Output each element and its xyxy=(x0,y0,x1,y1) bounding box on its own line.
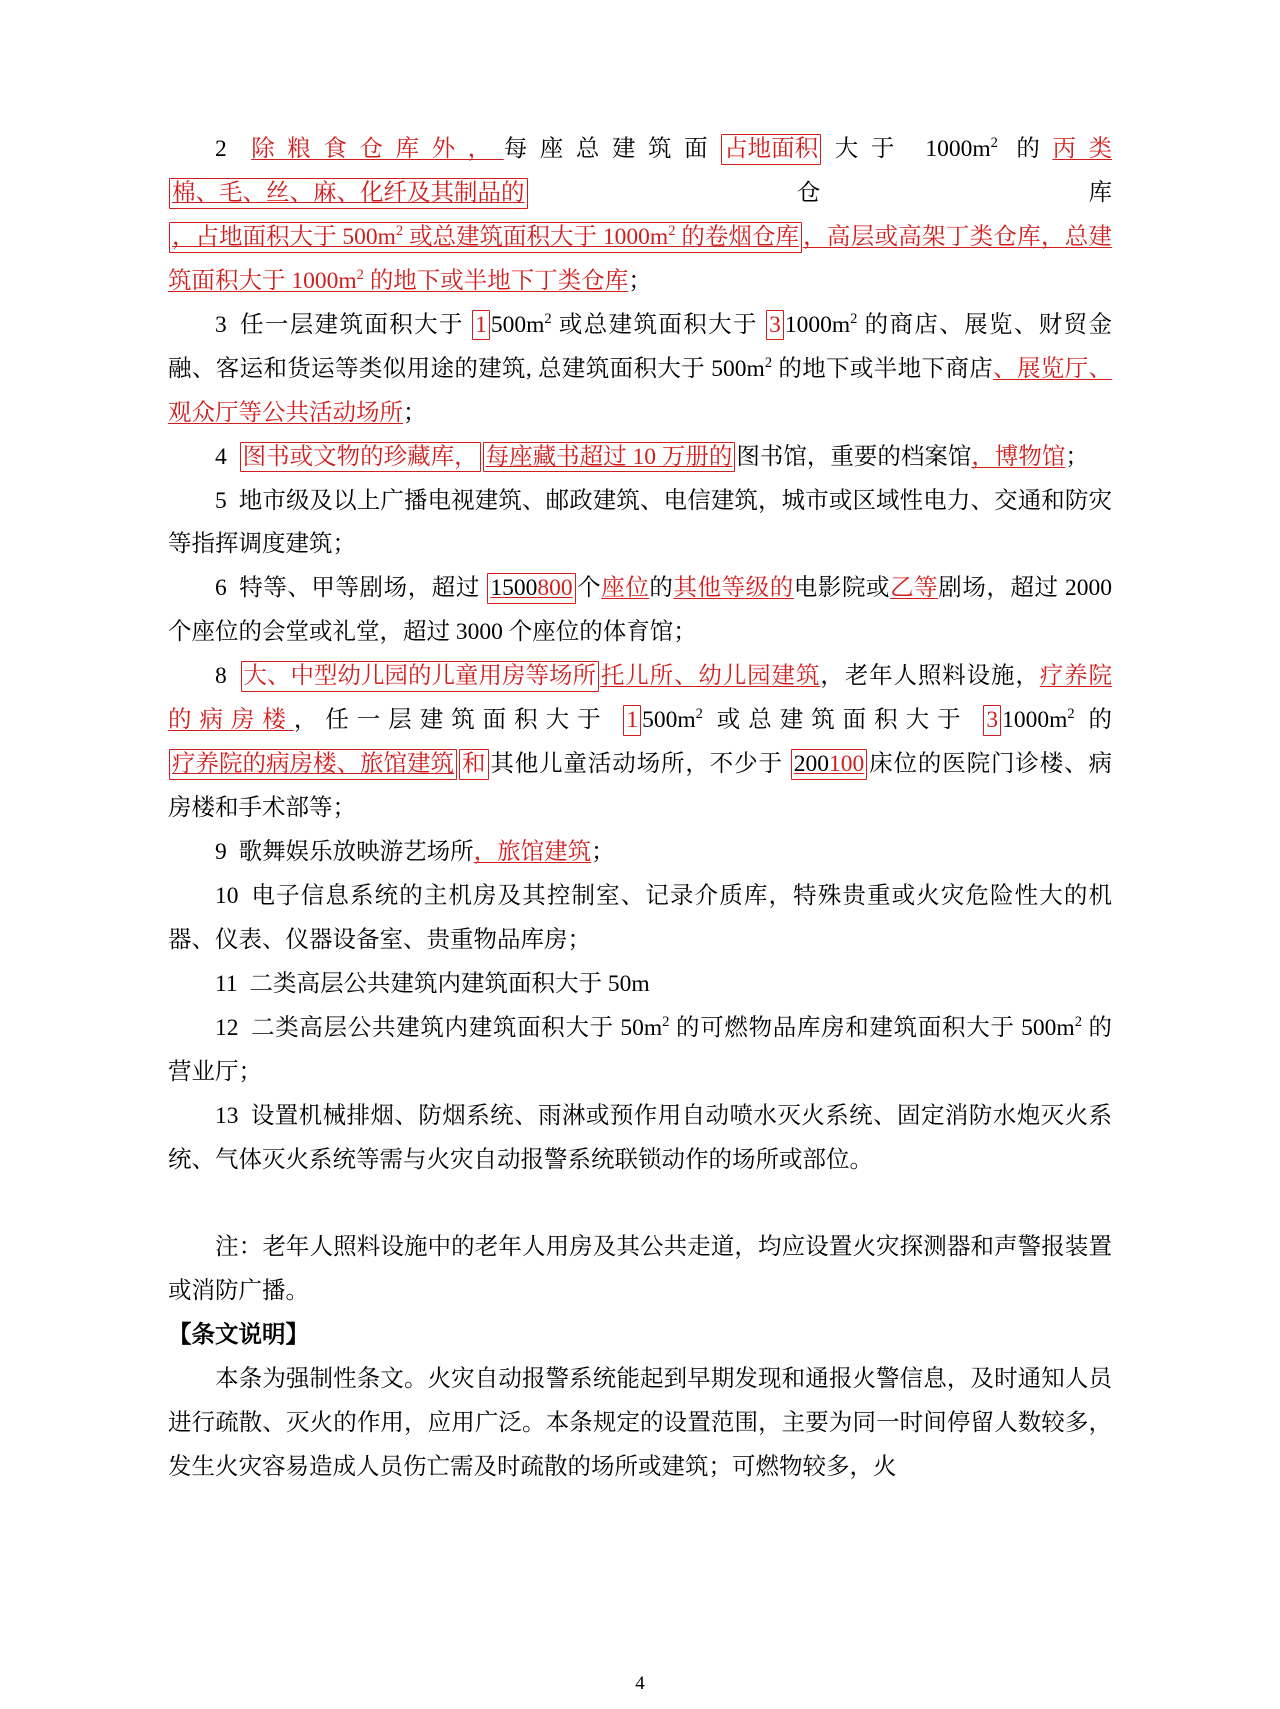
clause-note xyxy=(168,1226,1112,1314)
clause-number: 13 xyxy=(215,1102,239,1129)
static-text: 电影院或 xyxy=(793,575,891,602)
clause-number: 9 xyxy=(215,839,227,865)
document-body xyxy=(168,128,1112,1490)
page-number: 4 xyxy=(635,1673,645,1694)
clause-item-9 xyxy=(168,875,1112,963)
boxed-edit: 1 xyxy=(623,705,641,736)
clause-number: 8 xyxy=(215,663,227,690)
static-text: $500m^2$ 或总建筑面积大于 xyxy=(490,310,766,338)
static-text: ，老年人照料设施， xyxy=(820,663,1040,690)
clause-text: 二类高层公共建筑内建筑面积大于 50m xyxy=(249,970,650,997)
inserted-number: 100 xyxy=(828,751,865,778)
boxed-edit: 每座藏书超过 10 万册的 xyxy=(483,442,736,473)
boxed-edit: 3 xyxy=(766,310,784,341)
static-text: 大于 $1000m^2$ 的 xyxy=(822,135,1053,162)
clause-item-10 xyxy=(168,963,1112,1007)
inserted-text: 托儿所、幼儿园建筑 xyxy=(600,663,821,690)
explanation-heading: 【条文说明】 xyxy=(168,1322,309,1349)
clause-item-7 xyxy=(168,655,1112,831)
clause-item-4 xyxy=(168,436,1112,480)
boxed-edit xyxy=(487,573,575,604)
clause-item-6 xyxy=(168,567,1112,655)
clause-number: 2 xyxy=(215,136,227,162)
clause-item-11 xyxy=(168,1007,1112,1095)
static-text: ，任一层建筑面积大于 xyxy=(293,707,623,734)
clause-text: 地市级及以上广播电视建筑、邮政建筑、电信建筑，城市或区域性电力、交通和防灾等指挥调度建筑； xyxy=(168,487,1113,558)
boxed-edit xyxy=(791,749,868,780)
clause-item-12 xyxy=(168,1095,1112,1183)
boxed-edit: 棉、毛、丝、麻、化纤及其制品的 xyxy=(169,178,528,209)
note-text: 注：老年人照料设施中的老年人用房及其公共走道，均应设置火灾探测器和声警报装置或消防广播。 xyxy=(168,1234,1112,1305)
clause-item-13 xyxy=(168,1183,1112,1227)
clause-number: 5 xyxy=(215,487,227,514)
static-text: 每座总建筑面 xyxy=(503,136,721,162)
static-text: 歌舞娱乐放映游艺场所 xyxy=(238,839,474,865)
static-text: 床位的医院门诊楼、病房楼和手术部等； xyxy=(168,751,1113,822)
boxed-edit: 和 xyxy=(459,749,489,780)
explanation-paragraph xyxy=(168,1358,1112,1490)
static-text: ； xyxy=(628,267,652,294)
boxed-edit: 图书或文物的珍藏库， xyxy=(240,442,481,473)
static-text: ； xyxy=(591,839,615,865)
inserted-text: 除粮食仓库外， xyxy=(251,136,504,162)
inserted-text: 疗养院的病房楼 xyxy=(168,663,1113,734)
inserted-text: 乙等 xyxy=(890,575,939,602)
static-text: 图书馆，重要的档案馆 xyxy=(736,443,972,470)
clause-item-3 xyxy=(168,304,1112,436)
clause-text: 电子信息系统的主机房及其控制室、记录介质库，特殊贵重或火灾危险性大的机器、仪表、仪器设备室、贵重物品库房； xyxy=(168,882,1113,953)
inserted-text: 座位 xyxy=(601,575,650,602)
boxed-edit: 3 xyxy=(983,705,1001,736)
clause-number: 3 xyxy=(215,311,227,338)
static-text: 特等、甲等剧场，超过 xyxy=(239,575,487,602)
static-text: 的 xyxy=(649,575,674,602)
inserted-text: ，博物馆 xyxy=(971,443,1066,470)
deleted-number: 1500 xyxy=(490,575,538,602)
static-text: $1000m^2$ 的商店、展览、财贸金融、客运和货运等类似用途的建筑, 总建筑面积大于 $500m^2$ 的地下或半地下商店 xyxy=(168,310,1113,382)
boxed-edit: ，占地面积大于 $500m^2$ 或总建筑面积大于 $1000m^2$ 的卷烟仓库 xyxy=(169,222,802,253)
clause-number: 4 xyxy=(215,443,227,470)
boxed-edit: 大、中型幼儿园的儿童用房等场所 xyxy=(241,661,600,692)
inserted-number: 800 xyxy=(537,575,573,602)
clause-number: 10 xyxy=(215,882,239,909)
clause-item-5 xyxy=(168,480,1112,568)
clause-number: 11 xyxy=(215,970,238,997)
static-text: 其他儿童活动场所，不少于 xyxy=(489,751,790,778)
clause-number: 6 xyxy=(215,575,227,602)
static-text: 个 xyxy=(576,575,602,602)
static-text: ； xyxy=(403,399,427,426)
boxed-edit: 1 xyxy=(472,310,490,341)
static-text: 仓库 xyxy=(528,179,1112,206)
inserted-text: 丙类 xyxy=(1052,136,1113,162)
deleted-number: 200 xyxy=(793,751,829,778)
clause-item-8 xyxy=(168,831,1112,875)
static-text: 任一层建筑面积大于 xyxy=(240,311,472,338)
static-text: 二类高层公共建筑内建筑面积大于 $50m^2$ 的可燃物品库房和建筑面积大于 $500m^2$ 的营业厅； xyxy=(168,1013,1113,1085)
inserted-text: 其他等级的 xyxy=(673,575,794,602)
boxed-edit: 疗养院的病房楼、旅馆建筑 xyxy=(169,749,457,780)
boxed-edit: 占地面积 xyxy=(721,134,821,165)
inserted-text: ，高层或高架丁类仓库，总建筑面积大于 $1000m^2$ 的地下或半地下丁类仓库 xyxy=(168,223,1112,294)
inserted-text: 、展览厅、观众厅等公共活动场所 xyxy=(168,355,1113,426)
static-text: ； xyxy=(1065,443,1089,470)
static-text: $500m^2$ 或总建筑面积大于 xyxy=(642,706,983,734)
inserted-text: ，旅馆建筑 xyxy=(473,839,592,865)
clause-item-2 xyxy=(168,128,1112,304)
static-text: $1000m^2$ 的 xyxy=(1002,706,1113,734)
explanation-text: 本条为强制性条文。火灾自动报警系统能起到早期发现和通报火警信息，及时通知人员进行疏散、灭火的作用，应用广泛。本条规定的设置范围，主要为同一时间停留人数较多，发生火灾容易造成人员伤亡需及时疏散的场所或建筑；可燃物较多，火 xyxy=(168,1366,1112,1481)
clause-text: 设置机械排烟、防烟系统、雨淋或预作用自动喷水灭火系统、固定消防水炮灭火系统、气体灭火系统等需与火灾自动报警系统联锁动作的场所或部位。 xyxy=(168,1102,1113,1173)
clause-number: 12 xyxy=(215,1014,239,1041)
static-text: 剧场，超过 2000 个座位的会堂或礼堂，超过 3000 个座位的体育馆； xyxy=(168,575,1113,646)
